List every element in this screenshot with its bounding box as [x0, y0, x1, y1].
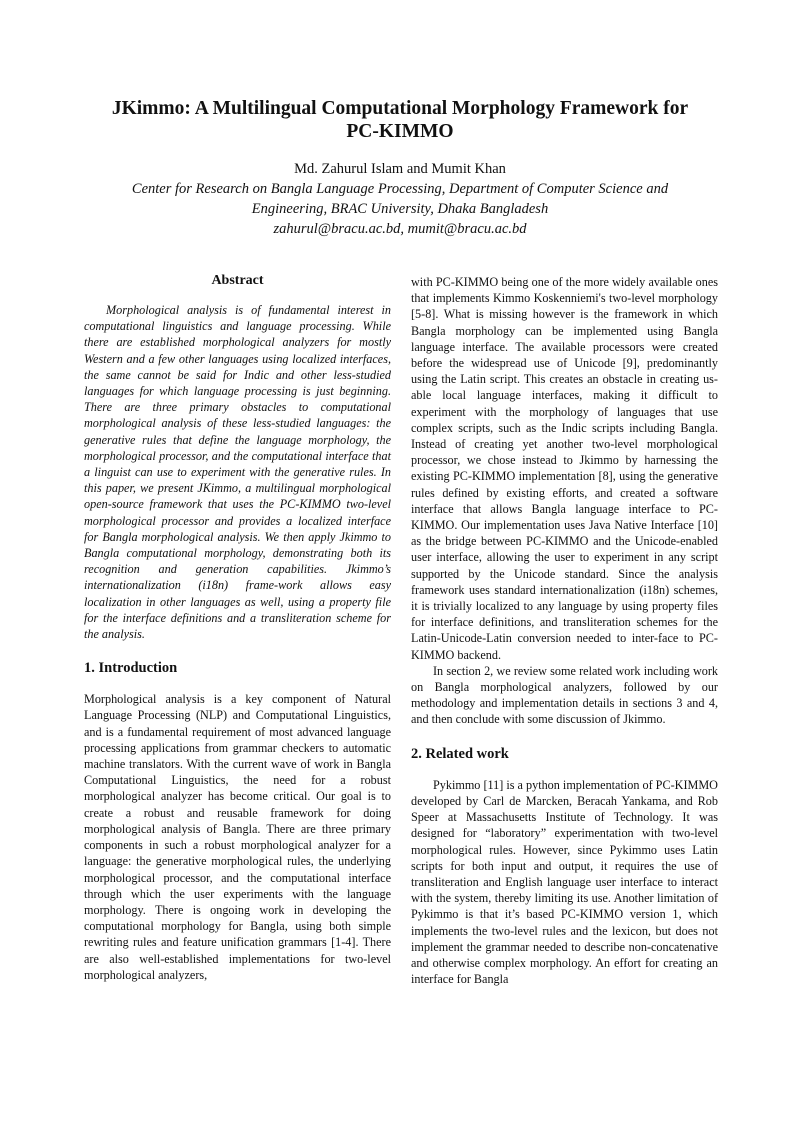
paper-title-line-2: PC-KIMMO: [346, 121, 454, 142]
paper-authors: Md. Zahurul Islam and Mumit Khan: [294, 161, 506, 177]
affiliation-line-1: Center for Research on Bangla Language Processing, Department of Computer Science and: [131, 181, 669, 197]
paper-title-line-1: JKimmo: A Multilingual Computational Morphology Framework for: [111, 98, 689, 119]
section-1-paragraph-2: In section 2, we review some related work including work on Bangla morphological analyzers, followed by our methodology and implementation details in sections 3 and 4, and then conclude with some discussion of Jkimmo.: [411, 663, 718, 727]
affiliation-line-2: Engineering, BRAC University, Dhaka Bangladesh: [251, 201, 549, 217]
section-1-paragraph-1-continued: with PC-KIMMO being one of the more widely available ones that implements Kimmo Koskenniemi's two-level morphology [5-8]. What is missing however is the framework in which Bangla morphology can be implemented using Bangla language interface. The available processors were created before the widespread use of Unicode [9], predominantly using the Latin script. This creates an obstacle in creating us-able local language interfaces, making it difficult to experiment with the morphology of languages that use complex scripts, such as the Indic scripts including Bangla. Instead of creating yet another two-level morphological processor, we chose instead to Jkimmo by harnessing the existing PC-KIMMO implementation [8], using the generative rules defined by existing efforts, and created a software interface that allows Bangla language interface to PC-KIMMO. Our implementation uses Java Native Interface [10] as the bridge between PC-KIMMO and the Unicode-enabled user interface, allowing the user to experiment in any script supported by the Unicode standard. Since the analysis framework uses standard internationalization (i18n) schemes, it is trivially localized to any language by using property files for interface definitions, and transliteration schemes for the Latin-Unicode-Latin conversion needed to inter-face to PC-KIMMO backend.: [411, 275, 718, 662]
abstract-text: Morphological analysis is of fundamental interest in computational linguistics and language processing. While there are established morphological analyzers for mostly Western and a few other languages using localized interfaces, the same cannot be said for Indic and other less-studied languages for which language processing is just beginning. There are three primary obstacles to computational morphological analysis of these less-studied languages: the generative rules that define the language morphology, the morphological processor, and the computational interface that a linguist can use to experiment with the generative rules. In this paper, we present JKimmo, a multilingual morphological open-source framework that uses the PC-KIMMO two-level morphological processor and provides a localized interface for Bangla morphological analysis. We then apply Jkimmo to Bangla computational morphology, demonstrating both its recognition and generation capabilities. Jkimmo’s internationalization (i18n) frame-work allows easy localization in other languages as well, using a property file for the interface definitions and a transliteration scheme for the analysis.: [84, 303, 391, 642]
section-2-paragraph-1: Pykimmo [11] is a python implementation of PC-KIMMO developed by Carl de Marcken, Beracah Yankama, and Rob Speer at Massachusetts Institute of Technology. It was designed for “laboratory” experimentation with two-level morphological rules. However, since Pykimmo uses Latin scripts for both input and output, it requires the use of transliteration and English language user interface to interact with the system, thereby limiting its use. Another limitation of Pykimmo is that it’s based PC-KIMMO version 1, which implements the two-level rules and the lexicon, but does not implement the grammar needed to describe non-concatenative and otherwise complex morphology. An effort for creating an interface for Bangla: [411, 777, 718, 987]
abstract-heading: Abstract: [211, 273, 264, 288]
right-column: [411, 274, 718, 987]
author-affiliation: [60, 179, 740, 239]
section-2-heading: 2. Related work: [411, 745, 509, 762]
section-1-paragraph-1: Morphological analysis is a key component of Natural Language Processing (NLP) and Computational Linguistics, and is a fundamental requirement of most advanced language processing applications from grammar checkers to automatic machine translators. With the current wave of work in Bangla Computational Linguistics, the need for a robust morphological analyzer has become critical. Our goal is to create a robust and reusable framework for doing morphological analysis of Bangla. There are three primary components in such a robust morphological analyzer for a language: the generative morphological rules, the underlying morphological processor, and the computational interface through which the user experiments with the language morphology. There is ongoing work in developing the computational morphology for Bangla, using both simple rewriting rules and feature unification grammars [1-4]. There are also well-established implementations for two-level morphological analyzers,: [84, 692, 391, 982]
author-emails: zahurul@bracu.ac.bd, mumit@bracu.ac.bd: [273, 221, 527, 237]
section-1-heading: 1. Introduction: [84, 660, 178, 677]
paper-title: [60, 97, 740, 143]
left-column: [84, 272, 391, 983]
